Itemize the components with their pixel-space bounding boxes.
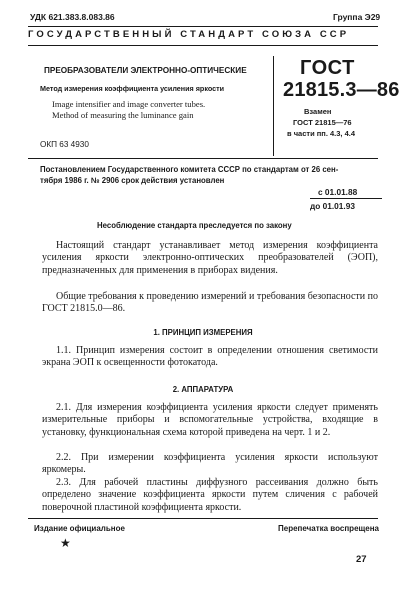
title-en-line2: Method of measuring the luminance gain xyxy=(52,110,194,120)
section-2-paragraph-2: 2.2. При измерении коэффициента усиления яркости используют яркомеры. xyxy=(42,452,378,476)
title-en xyxy=(52,99,205,121)
reprint-prohibited-label: Перепечатка воспрещена xyxy=(278,524,379,533)
title-block-rule xyxy=(28,158,378,159)
resolution-text xyxy=(40,164,360,186)
page-number: 27 xyxy=(356,554,367,565)
effective-date-from: с 01.01.88 xyxy=(318,187,358,197)
title-en-line1: Image intensifier and image converter tubes. xyxy=(52,99,206,109)
section-2-paragraph-1: 2.1. Для измерения коэффициента усиления яркости следует применять измерительные приборы и вспомогательные устройства, входящие в установку, функциональная схема которой приведена на черт. 1 и 2. xyxy=(42,402,378,438)
resolution-line2: тября 1986 г. № 2906 срок действия установлен xyxy=(40,176,225,185)
header-rule-top xyxy=(28,26,378,27)
intro-paragraph-1: Настоящий стандарт устанавливает метод измерения коэффициента усиления яркости электронно-оптических преобразователей (ЭОП), предназначенных для применения в приборах видения. xyxy=(42,240,378,276)
effective-date-to: до 01.01.93 xyxy=(310,201,355,211)
effective-date-divider xyxy=(310,198,382,199)
gost-label: ГОСТ xyxy=(300,57,355,79)
gost-number: 21815.3—86 xyxy=(283,79,400,101)
udk-code: УДК 621.383.8.083.86 xyxy=(30,12,115,22)
title-ru: ПРЕОБРАЗОВАТЕЛИ ЭЛЕКТРОННО-ОПТИЧЕСКИЕ xyxy=(44,66,247,75)
star-icon: ★ xyxy=(60,536,71,550)
group-code: Группа Э29 xyxy=(333,12,381,22)
footer-rule xyxy=(28,518,378,519)
header-rule-bottom xyxy=(28,45,378,46)
replaced-label: Взамен xyxy=(304,107,332,116)
state-standard-heading: ГОСУДАРСТВЕННЫЙ СТАНДАРТ СОЮЗА ССР xyxy=(28,29,350,40)
section-2-paragraph-3: 2.3. Для рабочей пластины диффузного рассеивания должно быть определено значение коэффициента яркости путем сличения с рабочей поверочной пластиной коэффициента яркости. xyxy=(42,477,378,513)
okp-code: ОКП 63 4930 xyxy=(40,140,89,149)
replaced-parts: в части пп. 4.3, 4.4 xyxy=(287,129,356,138)
method-ru: Метод измерения коэффициента усиления яркости xyxy=(40,84,225,93)
replaced-gost: ГОСТ 21815—76 xyxy=(293,118,352,127)
section-2-heading: 2. АППАРАТУРА xyxy=(172,385,234,394)
resolution-line1: Постановлением Государственного комитета СССР по стандартам от 26 сен- xyxy=(40,165,339,174)
intro-paragraph-2: Общие требования к проведению измерений и требования безопасности по ГОСТ 21815.0—86. xyxy=(42,291,378,315)
section-1-paragraph-1: 1.1. Принцип измерения состоит в определении отношения светимости экрана ЭОП к освещенности фотокатода. xyxy=(42,345,378,369)
official-edition-label: Издание официальное xyxy=(34,524,125,533)
title-divider xyxy=(273,56,274,156)
section-1-heading: 1. ПРИНЦИП ИЗМЕРЕНИЯ xyxy=(153,328,253,337)
compliance-notice: Несоблюдение стандарта преследуется по закону xyxy=(97,221,292,230)
